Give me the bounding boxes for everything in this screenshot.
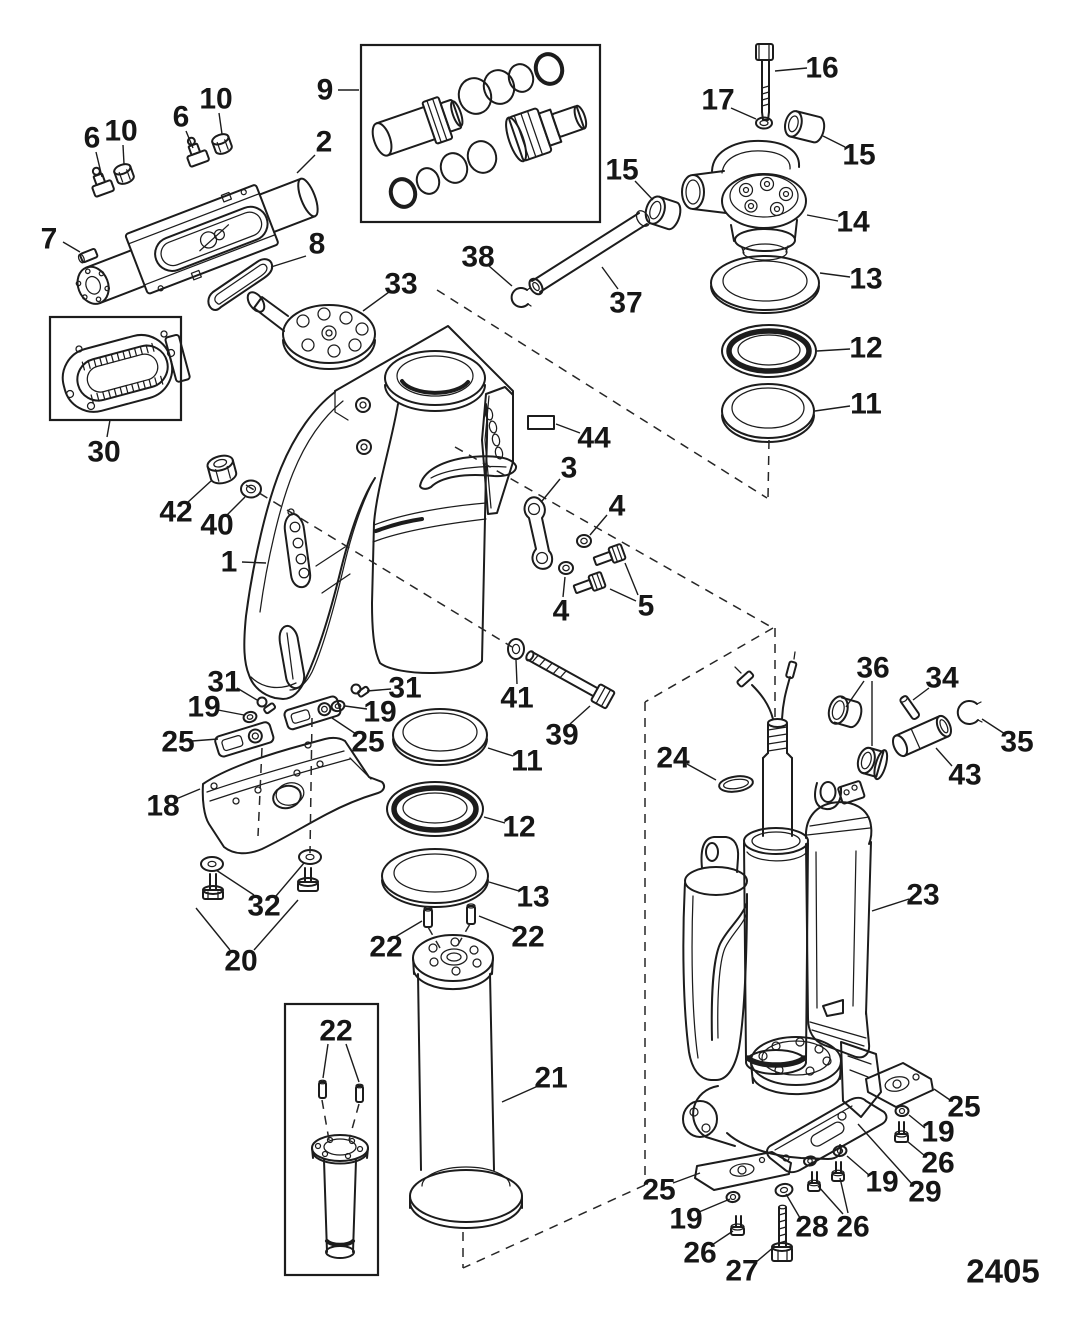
bolt-27 [772,1205,792,1261]
part-number-label: 31 [207,665,241,699]
callout-19 [669,1199,730,1236]
part-number-label: 43 [948,758,982,792]
screw-26 [731,1216,744,1235]
callout-32 [216,863,304,923]
callout-1 [221,546,266,579]
part-number-label: 34 [925,661,959,695]
part-number-label: 32 [247,889,281,923]
part-number-label: 40 [200,508,234,542]
leader-line [872,899,909,911]
callout-13 [489,881,550,914]
callout-15 [823,136,876,172]
callout-7 [41,223,80,256]
dowel-pins-22 [424,904,475,927]
callout-22 [319,1015,359,1083]
part-number-label: 21 [534,1061,568,1095]
part-number-label: 2 [315,125,333,159]
part-number-label: 25 [947,1090,981,1124]
part-number-label: 26 [921,1146,955,1180]
part-number-label: 22 [511,920,545,954]
leader-line [687,764,716,780]
part-number-label: 26 [836,1210,870,1244]
washer-4 [577,535,591,547]
trim-sender-25 [214,721,275,758]
grease-fitting-6 [181,134,209,167]
part-number-label: 30 [87,435,121,469]
reservoir-tank [683,837,747,1080]
screw-26 [832,1162,844,1181]
part-number-label: 10 [199,82,233,116]
callout-30 [87,420,120,469]
part-number-label: 24 [656,741,690,775]
part-number-label: 6 [172,100,190,134]
callout-28 [786,1194,829,1244]
part-number-label: 17 [701,83,735,117]
leader-line [63,242,80,252]
valve-plug [367,92,467,163]
part-number-label: 27 [725,1254,759,1288]
part-number-label: 7 [40,222,58,256]
tube-nut-10 [211,132,233,156]
snap-ring-35 [958,701,982,724]
ring-13 [382,849,488,907]
part-number-label: 28 [795,1210,829,1244]
part-number-label: 19 [865,1165,899,1199]
leader-line [297,155,315,173]
callout-22 [369,921,422,964]
washer-19 [242,710,257,723]
sleeve-detail-22 [312,1080,368,1258]
callout-21 [502,1062,568,1103]
part-number-label: 39 [545,718,579,752]
grommet-44 [528,416,554,429]
part-number-label: 13 [516,880,550,914]
steering-arm-33 [244,289,375,369]
washer-4 [559,562,573,574]
seal-ring-12 [387,782,483,836]
leader-line [271,256,306,267]
part-number-label: 12 [502,810,536,844]
pivot-nut-washer [206,453,261,497]
part-number-label: 31 [388,671,422,705]
leader-line [820,273,850,277]
part-number-label: 5 [637,589,655,623]
callout-38 [461,241,512,287]
part-number-label: 16 [805,51,839,85]
washer-19 [896,1106,909,1116]
part-number-label: 6 [83,121,101,155]
part-number-label: 35 [1000,725,1034,759]
leader-line [775,68,807,71]
pin-34 [899,695,920,720]
part-number-label: 23 [906,878,940,912]
washer-41 [508,639,524,659]
leader-line [218,710,244,715]
drawing-number: 2405 [966,1252,1040,1290]
screw-31 [258,698,276,714]
part-number-label: 10 [104,114,138,148]
callout-25 [642,1173,700,1207]
callout-2 [297,126,332,174]
callout-4 [553,577,570,628]
leader-line [817,349,850,351]
leader-line [590,515,607,535]
leader-line [846,681,864,707]
part-number-label: 14 [836,205,870,239]
leader-line [123,145,124,164]
callout-24 [656,742,716,781]
leader-line [346,1044,359,1082]
trim-cylinder [806,781,871,1058]
swivel-bracket-1 [244,326,516,699]
part-number-label: 13 [849,262,883,296]
callout-43 [936,748,982,792]
part-number-label: 25 [351,725,385,759]
bolt-16 [756,44,773,120]
leader-line [219,113,222,134]
part-number-label: 12 [849,331,883,365]
screw-26 [808,1172,820,1191]
tube-nut-10 [113,162,135,186]
part-number-label: 19 [187,690,221,724]
bolt-5 [572,572,606,597]
part-number-label: 26 [683,1236,717,1270]
leader-line [610,589,636,601]
snap-ring-38 [512,288,531,307]
leader-line [542,479,560,501]
callout-10 [199,83,232,135]
leader-line [815,406,850,411]
leader-line [731,108,756,119]
callout-35 [982,719,1034,759]
callout-6 [173,101,193,149]
part-number-label: 37 [609,286,643,320]
part-number-label: 19 [921,1115,955,1149]
callout-19 [847,1156,899,1199]
part-number-label: 22 [319,1014,353,1048]
washer-32 [201,857,223,871]
part-number-label: 11 [850,387,882,421]
callout-15 [605,154,653,201]
part-number-label: 41 [500,681,534,715]
valve-kit-9 [367,51,592,210]
part-number-label: 42 [159,495,193,529]
callout-33 [363,268,418,312]
callout-19 [909,1115,955,1149]
leader-line [107,420,110,437]
callout-12 [817,332,883,365]
leader-line [502,1086,538,1102]
callout-13 [820,263,883,296]
leader-line [489,882,519,891]
leader-line [840,1178,848,1213]
trim-top-hardware [718,694,982,794]
washer-28 [775,1183,794,1198]
tilt-tube-assembly-2 [65,164,327,320]
bushing-15 [782,109,826,144]
callout-37 [602,267,643,320]
leader-line [516,660,517,684]
lower-seal-rings [382,709,488,907]
callout-8 [271,228,325,268]
anode-25 [695,1152,791,1190]
part-number-label: 1 [220,545,238,579]
callout-11 [488,745,543,778]
callout-27 [725,1246,775,1288]
callout-layer [41,52,1034,1288]
callout-44 [556,422,611,455]
valve-plug [502,94,592,163]
callout-3 [542,452,577,502]
part-number-label: 19 [363,695,397,729]
callout-23 [872,879,940,912]
ring-13 [711,256,819,313]
cap-36 [826,694,865,730]
part-number-label: 15 [605,153,639,187]
callout-10 [104,115,137,165]
ring-11 [722,384,814,442]
center-ram [735,652,808,1074]
leader-line [807,215,838,221]
part-number-label: 19 [669,1202,703,1236]
callout-36 [846,652,890,747]
screw-20 [298,868,318,891]
part-number-label: 44 [577,421,611,455]
clamp-30 [56,325,192,419]
leader-line [192,739,218,741]
callout-25 [161,726,218,759]
part-number-label: 3 [560,451,578,485]
callout-41 [500,660,533,715]
anode-25 [866,1063,933,1107]
screw-26 [895,1122,908,1142]
roll-pin-7 [77,248,98,263]
callout-16 [775,52,839,85]
callout-26 [907,1141,955,1180]
bolt-5 [592,544,626,569]
callout-39 [545,706,590,752]
callout-14 [807,206,870,239]
swivel-tube-21 [410,935,522,1228]
callout-11 [815,388,882,421]
part-number-label: 25 [161,725,195,759]
part-number-label: 22 [369,930,403,964]
part-number-label: 15 [842,138,876,172]
steering-cap-group [512,44,827,307]
upper-seal-rings [711,256,819,442]
leader-line [323,1044,328,1078]
washer-19 [726,1191,741,1203]
part-number-label: 4 [552,594,570,628]
bushing-36 [855,744,890,781]
callout-34 [913,662,959,701]
screw-20 [203,874,223,899]
washer-40 [241,481,261,498]
callout-40 [200,497,245,542]
leader-line [699,1199,730,1212]
o-ring-set [387,51,566,210]
part-number-label: 33 [384,267,418,301]
oring-24 [718,774,754,794]
bolt-39 [523,646,615,709]
part-number-label: 9 [316,73,334,107]
part-number-label: 8 [308,227,326,261]
callout-12 [484,811,536,844]
part-number-label: 29 [908,1175,942,1209]
part-number-label: 4 [608,489,626,523]
steering-cap-14 [682,141,806,260]
part-number-label: 38 [461,240,495,274]
leader-line [625,563,638,595]
callout-19 [345,696,397,729]
part-number-label: 18 [146,789,180,823]
leader-line [479,916,514,930]
ring-11 [393,709,487,765]
leader-line [488,748,513,756]
pivot-tube-43 [890,714,954,759]
projection-lines [246,290,775,1268]
part-number-label: 36 [856,651,890,685]
part-number-label: 25 [642,1173,676,1207]
callout-18 [146,789,200,823]
callout-17 [701,84,756,120]
seal-ring-12 [722,325,816,377]
part-number-label: 11 [511,744,543,778]
part-number-label: 20 [224,944,258,978]
link-3 [525,497,553,569]
leader-line [242,562,266,563]
callout-5 [610,563,654,623]
callout-9 [317,74,359,107]
callout-4 [590,490,626,536]
